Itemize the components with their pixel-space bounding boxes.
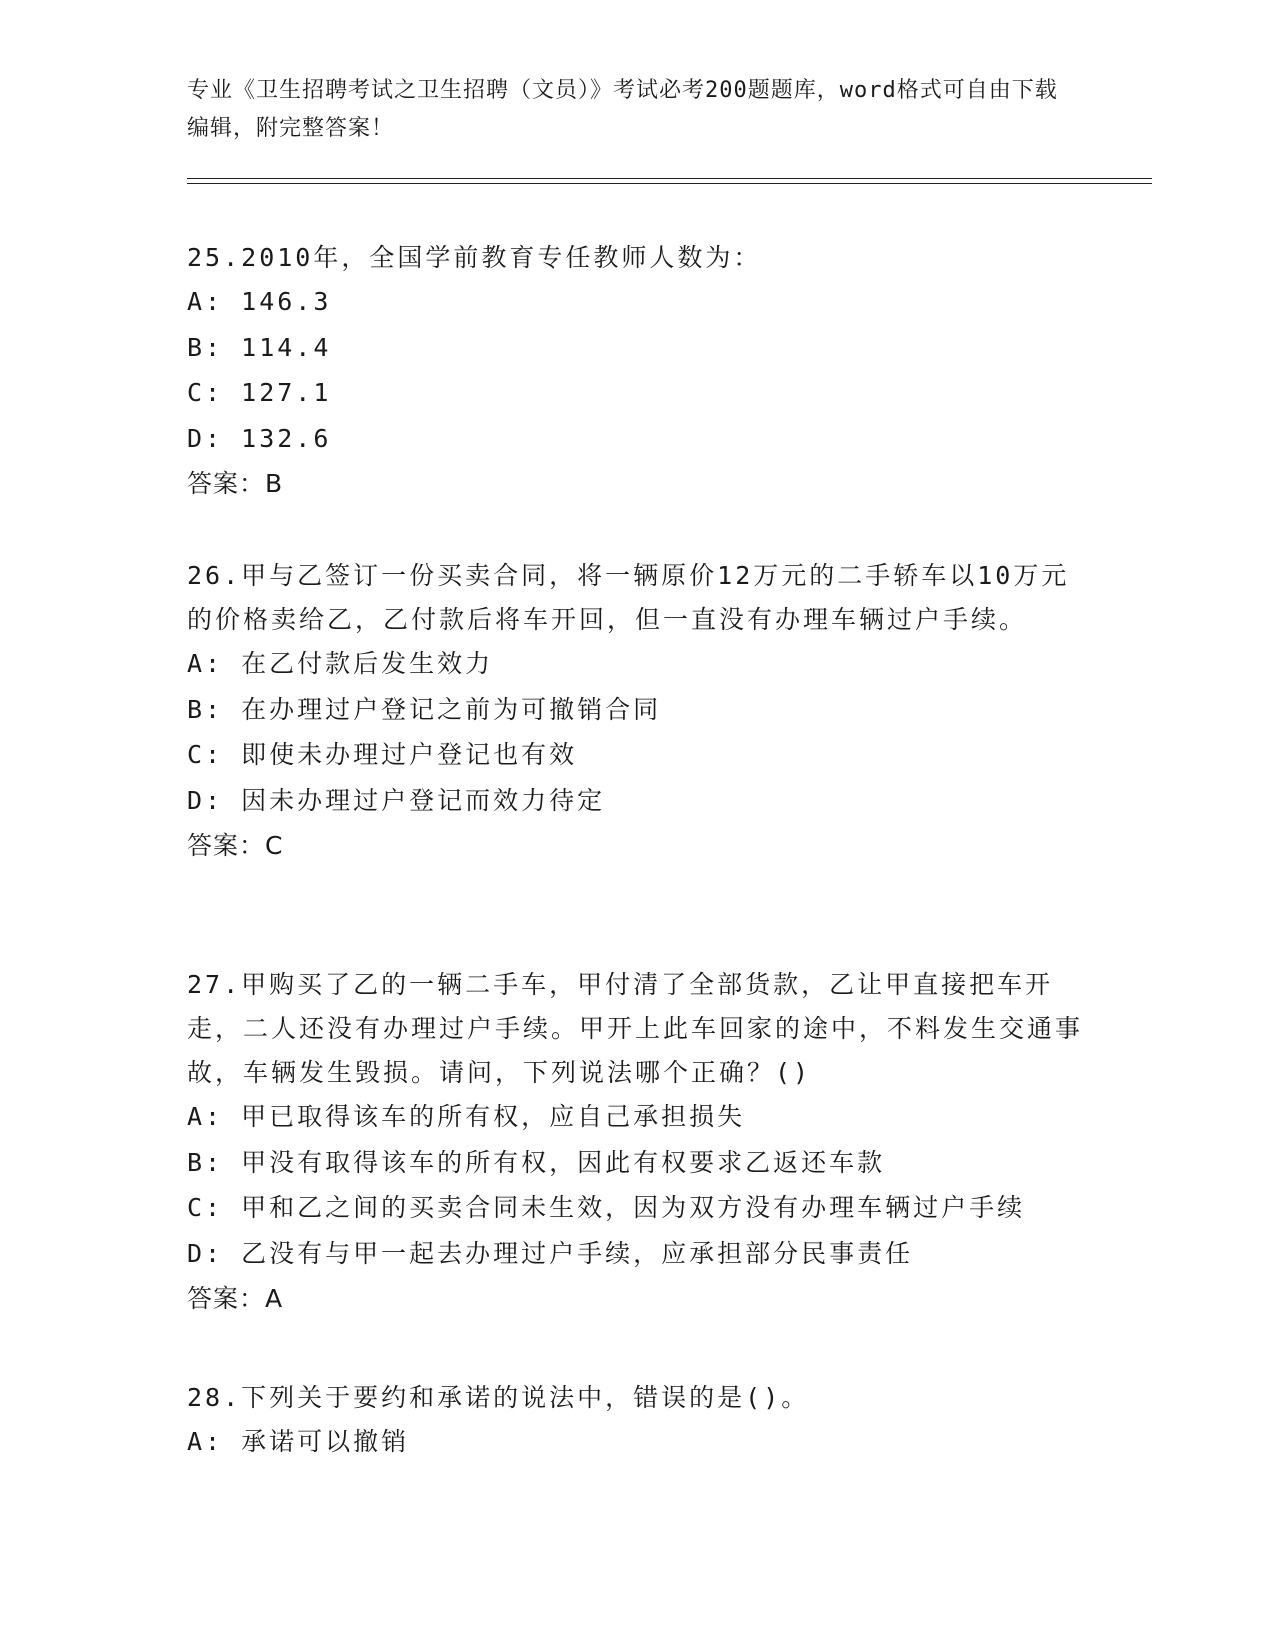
question-text: 27.甲购买了乙的一辆二手车，甲付清了全部货款，乙让甲直接把车开走，二人还没有办理过户手续。甲开上此车回家的途中，不料发生交通事故，车辆发生毁损。请问，下列说法哪个正确？() xyxy=(187,970,1084,1087)
question-text: 25.2010年，全国学前教育专任教师人数为： xyxy=(187,243,762,272)
question-text: 26.甲与乙签订一份买卖合同，将一辆原价12万元的二手轿车以10万元的价格卖给乙，乙付款后将车开回，但一直没有办理车辆过户手续。 xyxy=(187,561,1070,634)
document-header: 专业《卫生招聘考试之卫生招聘（文员）》考试必考200题题库，word格式可自由下载编辑，附完整答案！ xyxy=(187,78,1058,141)
header-rule-bottom xyxy=(187,183,1152,184)
option-a: A: 146.3 xyxy=(187,287,332,316)
option-a: A: 甲已取得该车的所有权，应自己承担损失 xyxy=(187,1102,746,1131)
answer-line: 答案：C xyxy=(187,831,284,860)
option-d: D: 乙没有与甲一起去办理过户手续，应承担部分民事责任 xyxy=(187,1238,914,1268)
option-c: C: 127.1 xyxy=(187,378,332,407)
option-d: D: 因未办理过户登记而效力待定 xyxy=(187,785,606,815)
option-b: B: 114.4 xyxy=(187,332,332,362)
option-a: A: 承诺可以撤销 xyxy=(187,1427,410,1456)
option-b: B: 甲没有取得该车的所有权，因此有权要求乙返还车款 xyxy=(187,1147,886,1177)
question-25 xyxy=(187,236,1087,506)
option-c: C: 即使未办理过户登记也有效 xyxy=(187,740,578,769)
question-text: 28.下列关于要约和承诺的说法中，错误的是()。 xyxy=(187,1383,810,1412)
option-a: A: 在乙付款后发生效力 xyxy=(187,649,494,678)
header-rule-top xyxy=(187,178,1152,179)
option-b: B: 在办理过户登记之前为可撤销合同 xyxy=(187,694,662,724)
answer-line: 答案：A xyxy=(187,1284,284,1313)
option-c: C: 甲和乙之间的买卖合同未生效，因为双方没有办理车辆过户手续 xyxy=(187,1193,1026,1222)
option-d: D: 132.6 xyxy=(187,423,332,453)
question-26 xyxy=(187,554,1087,868)
question-27 xyxy=(187,963,1087,1321)
question-28 xyxy=(187,1376,1087,1466)
answer-line: 答案：B xyxy=(187,469,284,498)
